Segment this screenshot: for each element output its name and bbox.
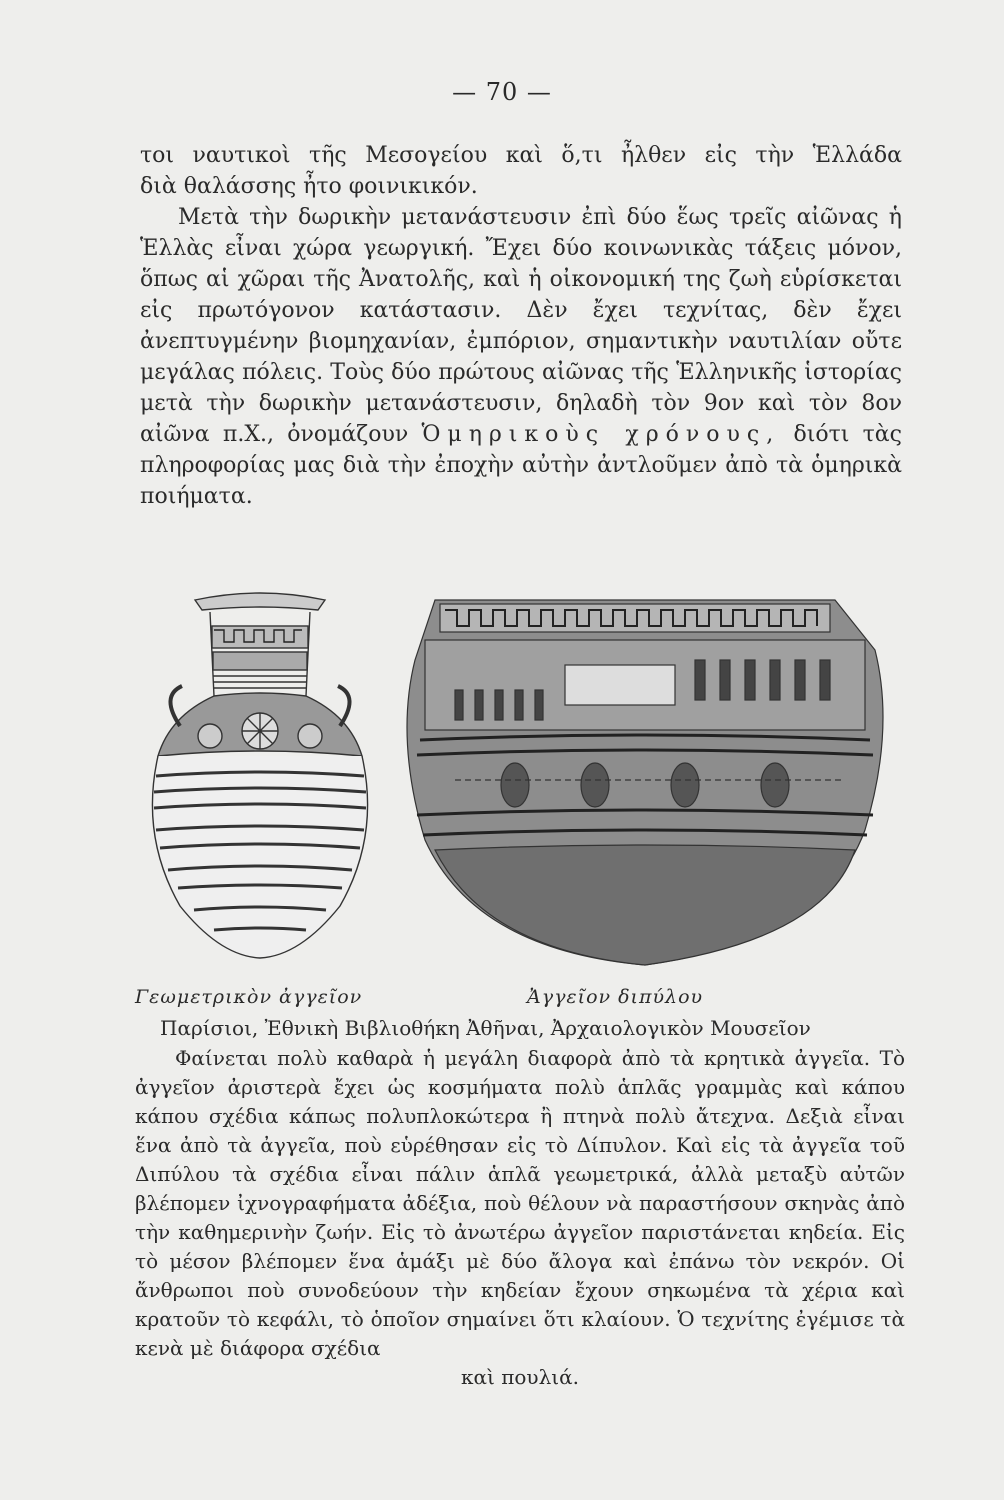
lower-text-block: [135, 1044, 905, 1392]
description-last-line: καὶ πουλιά.: [461, 1365, 579, 1389]
figure-captions: [135, 986, 905, 1014]
paragraph-main-text: Μετὰ τὴν δωρικὴν μετανάστευσιν ἐπὶ δύο ἕως τρεῖς αἰῶνας ἡ Ἑλλὰς εἶναι χώρα γεωργική. Ἔχει δύο κοινωνικὰς τάξεις μόνον, ὅπως αἱ χῶραι τῆς Ἀνατολῆς, καὶ ἡ οἰκονομική της ζωὴ εὑρίσκεται εἰς πρωτόγονον κατάστασιν. Δὲν ἔχει τεχνίτας, δὲν ἔχει ἀνεπτυγμένην βιομηχανίαν, ἐμπόριον, σημαντικὴν ναυτιλίαν οὔτε μεγάλας πόλεις. Τοὺς δύο πρώτους αἰῶνας τῆς Ἑλληνικῆς ἱστορίας μετὰ τὴν δωρικὴν μετανάστευσιν, δηλαδὴ τὸν 9ον καὶ τὸν 8ον αἰῶνα π.Χ., ὀνομάζουν: [140, 205, 902, 447]
paragraph-main-end: διότι τὰς πληροφορίας μας διὰ τὴν ἐποχὴν αὐτὴν ἀντλοῦμεν ἀπὸ τὰ ὁμηρικὰ ποιήματα.: [140, 422, 902, 509]
para-line-1: τοι ναυτικοὶ τῆς Μεσογείου καὶ ὅ,τι ἦλθεν εἰς τὴν Ἑλλάδα: [140, 143, 902, 168]
dipylon-vase-illustration: [395, 580, 910, 970]
para-line-2: διὰ θαλάσσης ἦτο φοινικικόν.: [140, 174, 478, 199]
vase-figures: [140, 580, 910, 980]
description-paragraph: Φαίνεται πολὺ καθαρὰ ἡ μεγάλη διαφορὰ ἀπὸ τὰ κρητικὰ ἀγγεῖα. Τὸ ἀγγεῖον ἀριστερὰ ἔχει ὡς κοσμήματα πολὺ ἁπλᾶς γραμμὰς καὶ κάπου κάπου σχέδια κάπως πολυπλοκώτερα ἢ πτηνὰ πολὺ ἄτεχνα. Δεξιὰ εἶναι ἕνα ἀπὸ τὰ ἀγγεῖα, ποὺ εὑρέθησαν εἰς τὸ Δίπυλον. Καὶ εἰς τὰ ἀγγεῖα τοῦ Διπύλου τὰ σχέδια εἶναι πάλιν ἁπλᾶ γεωμετρικά, ἀλλὰ μεταξὺ αὐτῶν βλέπομεν ἰχνογραφήματα ἀδέξια, ποὺ θέλουν νὰ παραστήσουν σκηνὰς ἀπὸ τὴν καθημερινὴν ζωήν. Εἰς τὸ ἀνωτέρω ἀγγεῖον παριστάνεται κηδεία. Εἰς τὸ μέσον βλέπομεν ἕνα ἁμάξι μὲ δύο ἄλογα καὶ ἐπάνω τὸν νεκρόν. Οἱ ἄνθρωποι ποὺ συνοδεύουν τὴν κηδείαν ἔχουν σηκωμένα τὰ χέρια καὶ κρατοῦν τὸ κεφάλι, τὸ ὁποῖον σημαίνει ὅτι κλαίουν. Ὁ τεχνίτης ἐγέμισε τὰ κενὰ μὲ διάφορα σχέδια: [135, 1046, 905, 1360]
geometric-vase-illustration: [140, 586, 380, 966]
left-vase-caption: Γεωμετρικὸν ἀγγεῖον: [135, 986, 363, 1008]
figure-locations: Παρίσιοι, Ἐθνικὴ Βιβλιοθήκη Ἀθῆναι, Ἀρχαιολογικὸν Μουσεῖον: [160, 1016, 811, 1040]
page-number: — 70 —: [452, 78, 552, 106]
upper-text-block: [140, 140, 902, 512]
right-vase-caption: Ἀγγεῖον διπύλου: [527, 986, 704, 1008]
paragraph-main: [140, 202, 902, 512]
homeric-times: Ὁμηρικοὺς χρόνους,: [421, 422, 781, 447]
